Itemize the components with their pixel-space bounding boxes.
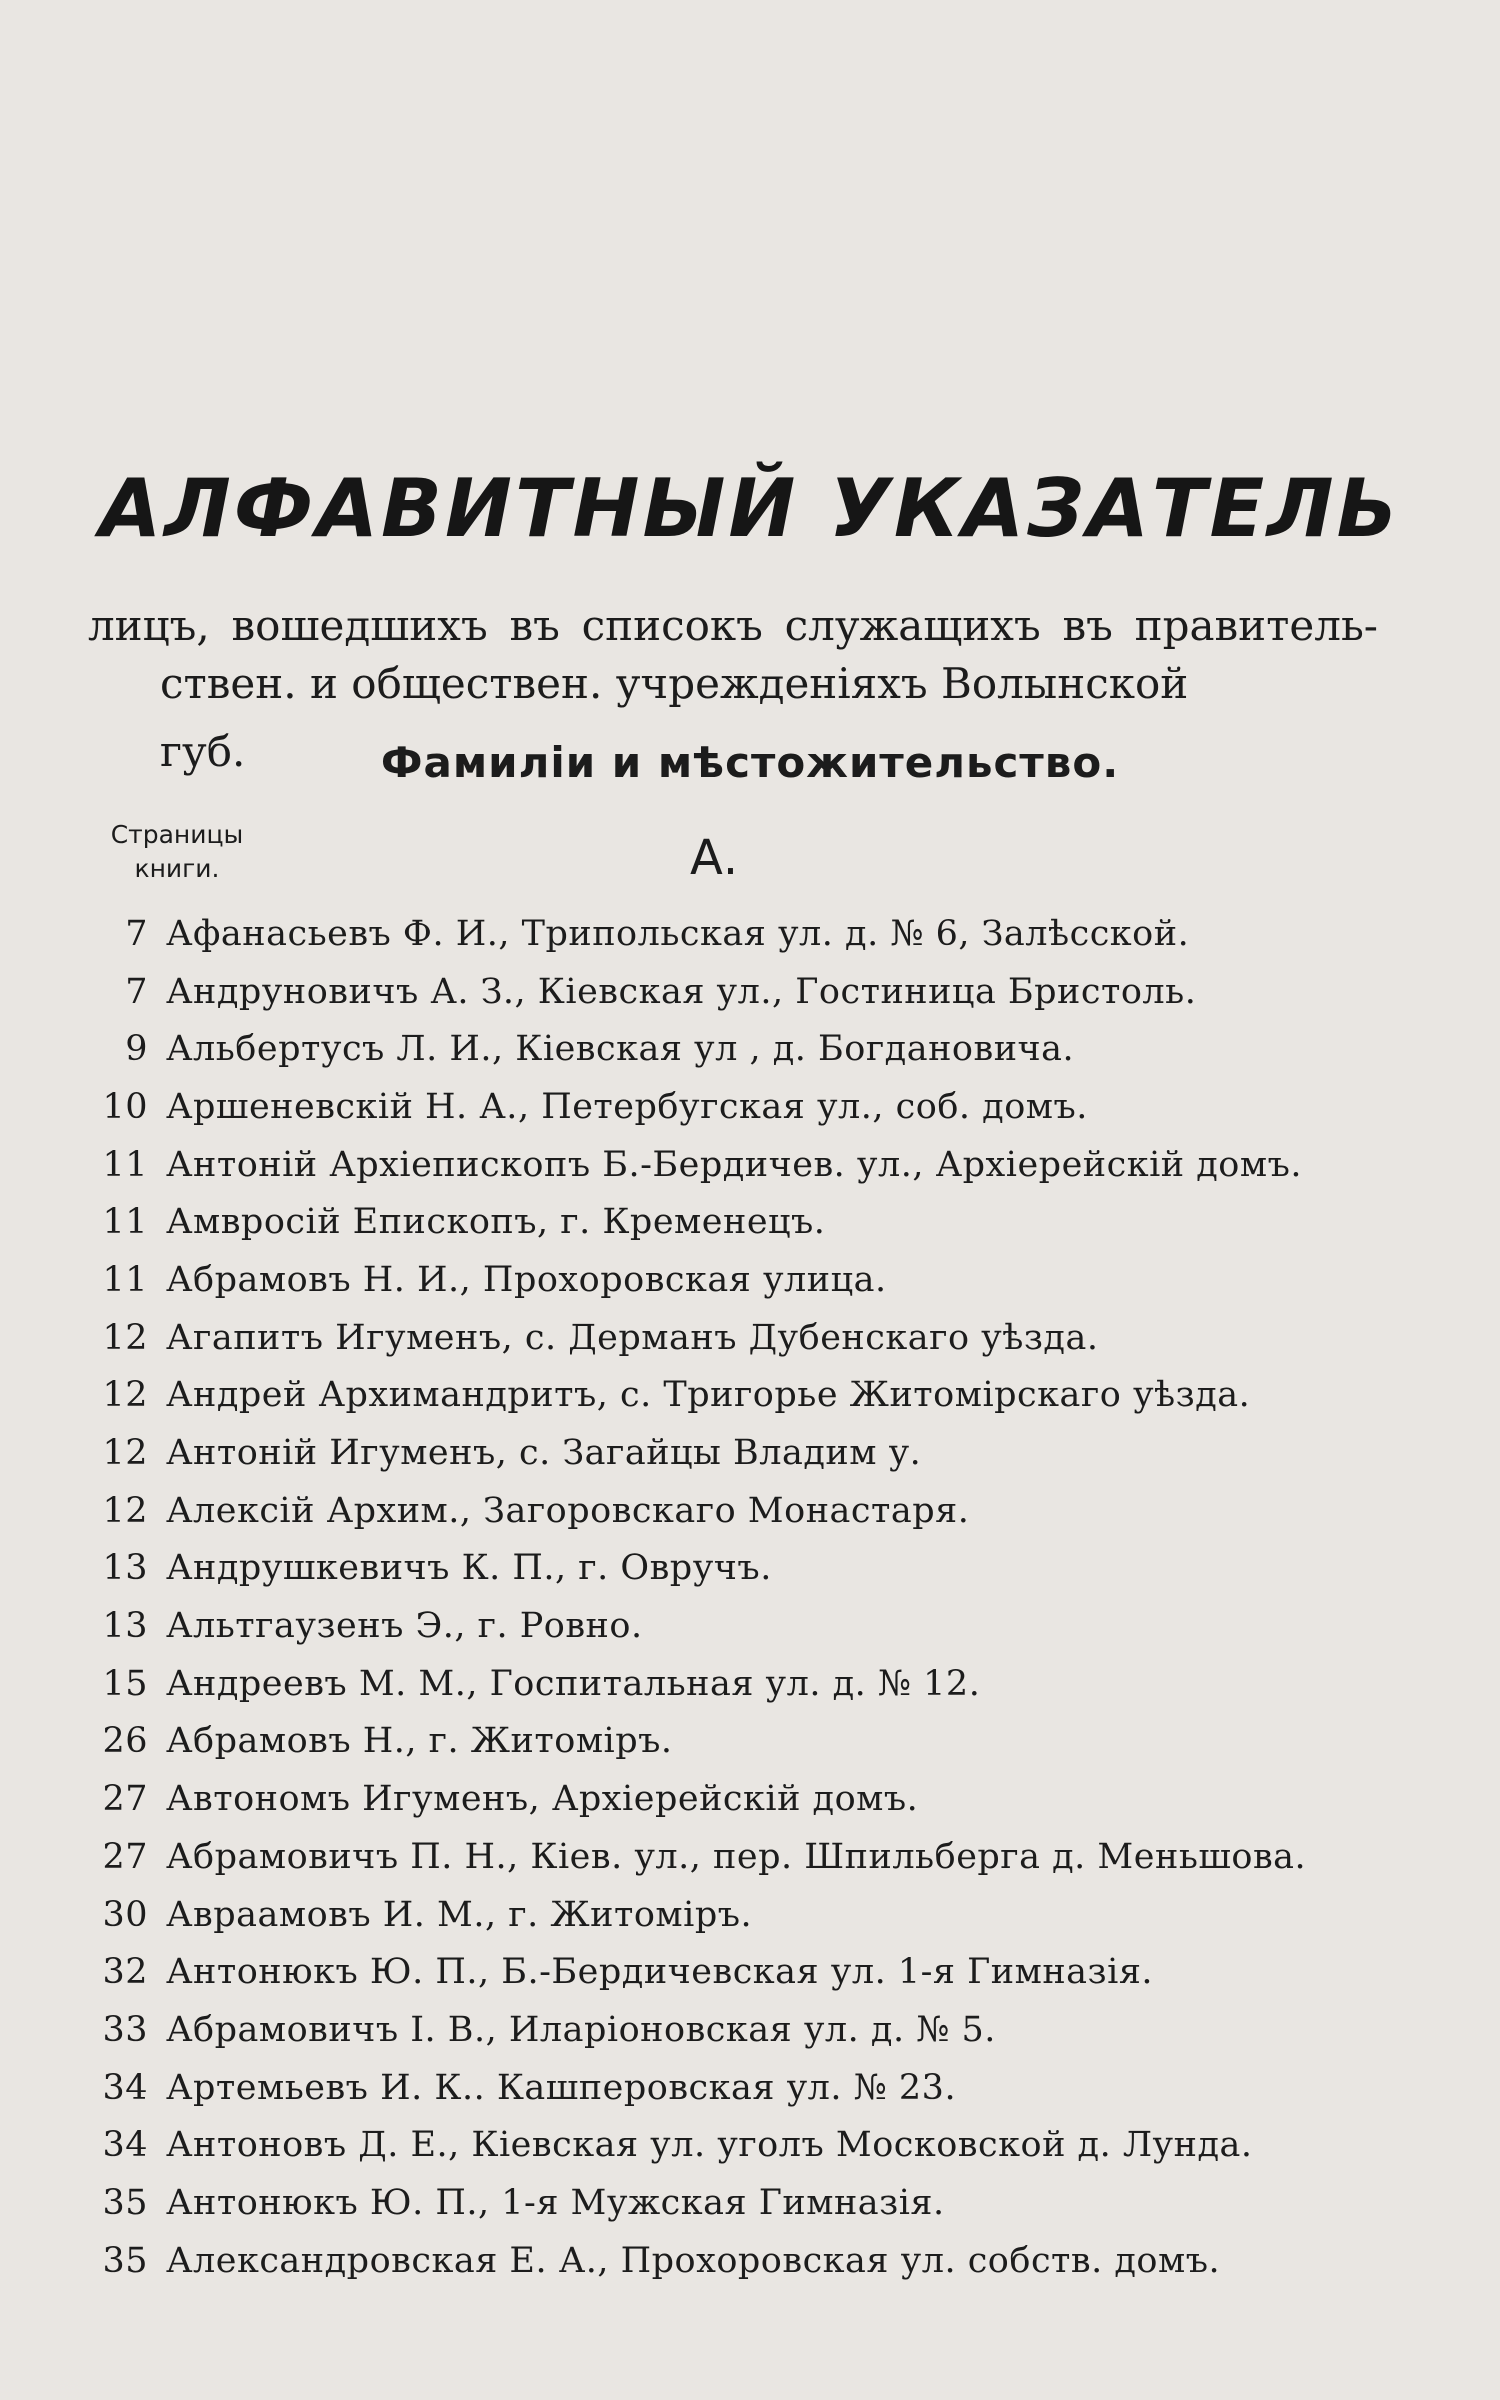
page-title: АЛФАВИТНЫЙ УКАЗАТЕЛЬ: [99, 462, 1401, 555]
page-number: 30: [102, 1894, 148, 1935]
list-item: [60, 1367, 1360, 1425]
list-item: [60, 1713, 1360, 1771]
page-number: 27: [102, 1836, 148, 1877]
list-item: [60, 1540, 1360, 1598]
entry-text: Авраамовъ И. М., г. Житоміръ.: [166, 1894, 753, 1935]
entry-text: Автономъ Игуменъ, Архіерейскій домъ.: [166, 1779, 919, 1820]
list-item: [60, 2059, 1360, 2117]
list-item: [60, 1770, 1360, 1828]
page-number: 9: [125, 1029, 148, 1070]
page-number: 11: [102, 1259, 148, 1300]
page-number: 32: [102, 1952, 148, 1993]
list-item: [60, 963, 1360, 1021]
page-number: 13: [102, 1548, 148, 1589]
entry-text: Андрей Архимандритъ, с. Тригорье Житомірскаго уѣзда.: [166, 1375, 1251, 1416]
entry-text: Амвросій Епископъ, г. Кременецъ.: [166, 1202, 826, 1243]
list-item: [60, 2232, 1360, 2290]
section-letter: А.: [690, 830, 739, 886]
entry-text: Алексій Архим., Загоровскаго Монастаря.: [166, 1490, 970, 1531]
page-number: 11: [102, 1202, 148, 1243]
subtitle-line-2: ствен. и обществен. учрежденіяхъ Волынской губ.: [160, 659, 1189, 776]
subtitle-line-1: лицъ, вошедшихъ въ списокъ служащихъ въ правитель-: [88, 601, 1378, 650]
entry-text: Абрамовъ Н., г. Житоміръ.: [166, 1721, 673, 1762]
list-item: [60, 1251, 1360, 1309]
entry-text: Альбертусъ Л. И., Кіевская ул , д. Богдановича.: [166, 1029, 1075, 1070]
entry-text: Артемьевъ И. К.. Кашперовская ул. № 23.: [166, 2067, 957, 2108]
list-item: [60, 1424, 1360, 1482]
entry-text: Андрушкевичъ К. П., г. Овручъ.: [166, 1548, 772, 1589]
page-number: 26: [102, 1721, 148, 1762]
entry-text: Антонюкъ Ю. П., Б.-Бердичевская ул. 1-я Гимназія.: [166, 1952, 1154, 1993]
page-number: 12: [102, 1490, 148, 1531]
entry-text: Андруновичъ А. З., Кіевская ул., Гостиница Бристоль.: [166, 971, 1197, 1012]
list-item: [60, 1482, 1360, 1540]
page-number: 12: [102, 1433, 148, 1474]
entry-text: Александровская Е. А., Прохоровская ул. собств. домъ.: [166, 2240, 1221, 2281]
list-item: [60, 1136, 1360, 1194]
entry-text: Аршеневскій Н. А., Петербугская ул., соб. домъ.: [166, 1086, 1088, 1127]
list-item: [60, 1943, 1360, 2001]
entry-text: Андреевъ М. М., Госпитальная ул. д. № 12.: [166, 1663, 981, 1704]
page-number: 34: [102, 2125, 148, 2166]
entry-text: Антоновъ Д. Е., Кіевская ул. уголъ Московской д. Лунда.: [166, 2125, 1253, 2166]
section-heading: Фамиліи и мѣстожительство.: [380, 738, 1120, 787]
entry-text: Абрамовъ Н. И., Прохоровская улица.: [166, 1259, 887, 1300]
entry-text: Антоній Игуменъ, с. Загайцы Владим у.: [166, 1433, 922, 1474]
page-number: 7: [125, 971, 148, 1012]
list-item: [60, 1655, 1360, 1713]
page-number: 33: [102, 2009, 148, 2050]
list-item: [60, 905, 1360, 963]
page-number: 13: [102, 1606, 148, 1647]
page-number: 11: [102, 1144, 148, 1185]
page-number: 12: [102, 1375, 148, 1416]
list-item: [60, 2174, 1360, 2232]
page-number: 7: [125, 913, 148, 954]
list-item: [60, 2001, 1360, 2059]
page-number: 15: [102, 1663, 148, 1704]
page-number: 12: [102, 1317, 148, 1358]
entry-list: [60, 905, 1360, 2290]
page-number: 10: [102, 1086, 148, 1127]
entry-text: Антонюкъ Ю. П., 1-я Мужская Гимназія.: [166, 2182, 945, 2223]
page-number: 27: [102, 1779, 148, 1820]
entry-text: Абрамовичъ І. В., Иларіоновская ул. д. № 5.: [166, 2009, 996, 2050]
list-item: [60, 1886, 1360, 1944]
column-label-line-1: Страницы: [110, 820, 244, 849]
list-item: [60, 1078, 1360, 1136]
list-item: [60, 1193, 1360, 1251]
page-number: 35: [102, 2182, 148, 2223]
list-item: [60, 1828, 1360, 1886]
list-item: [60, 1020, 1360, 1078]
column-label: [82, 818, 272, 886]
list-item: [60, 1309, 1360, 1367]
column-label-line-2: книги.: [134, 854, 220, 883]
list-item: [60, 1597, 1360, 1655]
page-number: 35: [102, 2240, 148, 2281]
entry-text: Афанасьевъ Ф. И., Трипольская ул. д. № 6, Залѣсской.: [166, 913, 1190, 954]
entry-text: Альтгаузенъ Э., г. Ровно.: [166, 1606, 643, 1647]
list-item: [60, 2116, 1360, 2174]
page-number: 34: [102, 2067, 148, 2108]
entry-text: Антоній Архіепископъ Б.-Бердичев. ул., Архіерейскій домъ.: [166, 1144, 1302, 1185]
entry-text: Абрамовичъ П. Н., Кіев. ул., пер. Шпильберга д. Меньшова.: [166, 1836, 1307, 1877]
entry-text: Агапитъ Игуменъ, с. Дерманъ Дубенскаго уѣзда.: [166, 1317, 1099, 1358]
